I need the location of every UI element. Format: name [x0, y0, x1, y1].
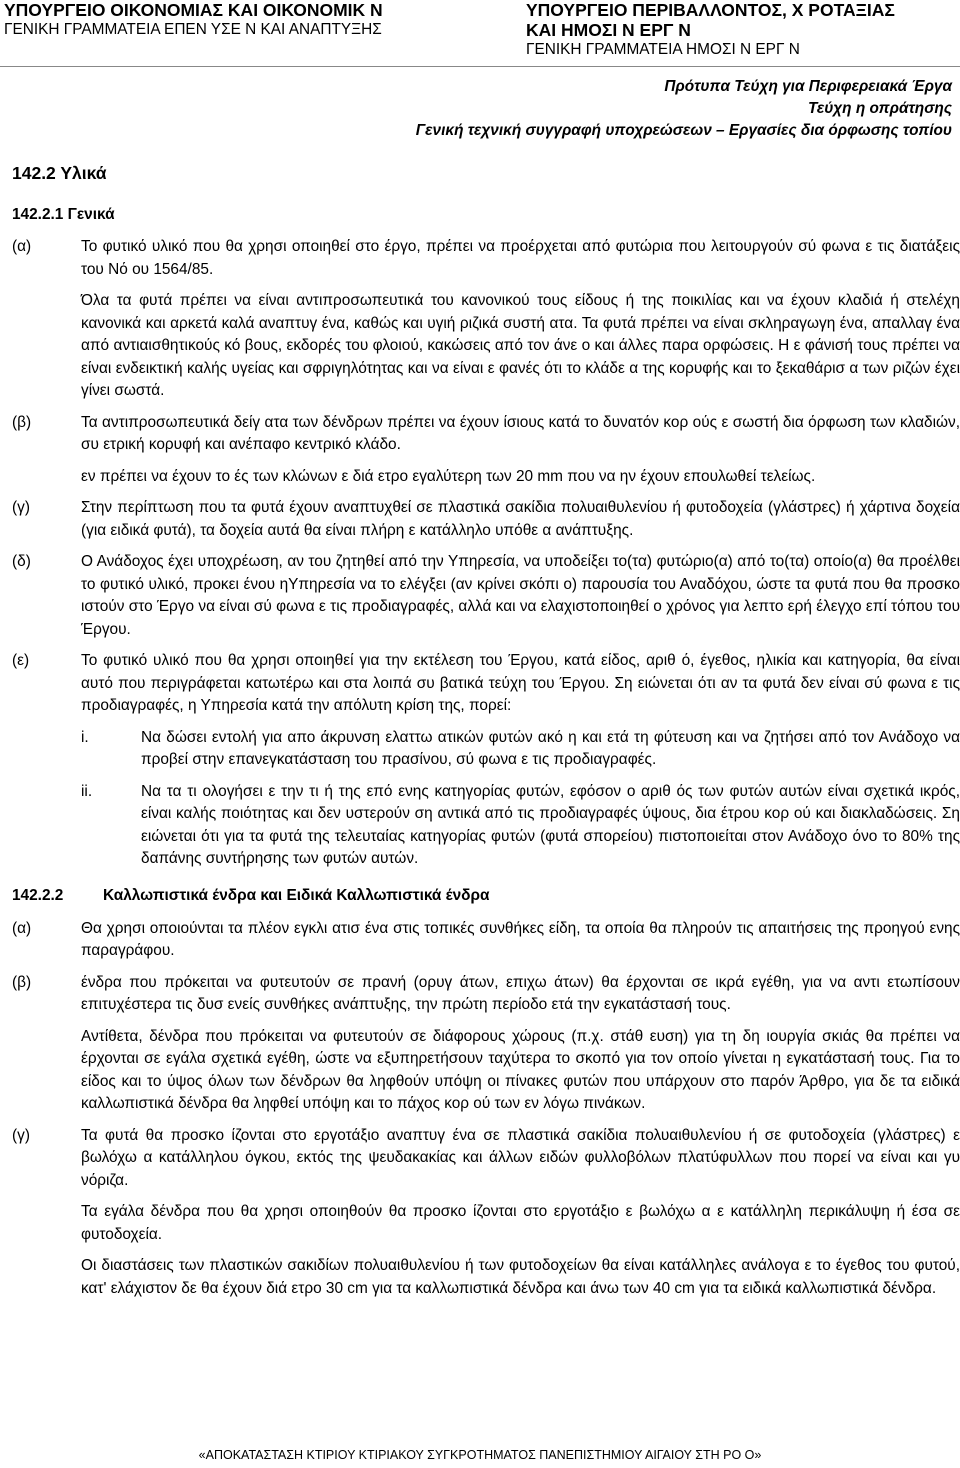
item-paragraph: Τα αντιπροσωπευτικά δείγ ατα των δένδρων πρέπει να έχουν ίσιους κατά το δυνατόν κορ ούς ε σωστή δια όρφωση των κλαδιών, συ ετρική κορυφή και ανέπαφο κεντρικό κλάδο. [81, 413, 960, 453]
secretariat-investments: ΓΕΝΙΚΗ ΓΡΑΜΜΑΤΕΙΑ ΕΠΕΝ ΥΣΕ Ν ΚΑΙ ΑΝΑΠΤΥΞΗΣ [4, 21, 382, 38]
item-label: (β) [12, 973, 32, 991]
item-paragraph: Θα χρησι οποιούνται τα πλέον εγκλι ατισ ένα στις τοπικές συνθήκες είδη, τα οποία θα πληρούν τις απαιτήσεις της προηγού ενης παραγράφου. [81, 919, 960, 959]
item-paragraph: Ο Ανάδοχος έχει υποχρέωση, αν του ζητηθεί από την Υπηρεσία, να υποδείξει το(τα) φυτώριο(α) από το(τα) οποίο(α) θα προέλθει το φυτικό υλικό, προκει ένου ηΥπηρεσία να το ελέγξει (αν κρίνει σκόπι ο) παρουσία του Αναδόχου, ώστε τα φυτά που θα προσκο ιστούν στο Έργο να είναι σύ φωνα ε τις προδιαγραφές, αλλά και να ελαχιστοποιηθεί ο χρόνος για λεπτο ερή έλεγχο επί τόπου του Έργου. [81, 553, 960, 638]
item-paragraph: Στην περίπτωση που τα φυτά έχουν αναπτυχθεί σε πλαστικά σακίδια πολυαιθυλενίου ή φυτοδοχεία (γλάστρες) ή χάρτινα δοχεία (για ειδικά φυτά), τα δοχεία αυτά θα είναι πλήρη ε κατάλληλο υπόθε α ανάπτυξης. [81, 499, 960, 539]
item-label: (α) [12, 238, 32, 255]
ministry-economy-title: ΥΠΟΥΡΓΕΙΟ ΟΙΚΟΝΟΜΙΑΣ ΚΑΙ ΟΙΚΟΝΟΜΙΚ Ν [4, 0, 383, 20]
list-item [12, 497, 960, 542]
item-label: (γ) [12, 1126, 30, 1144]
page-footer: «ΑΠΟΚΑΤΑΣΤΑΣΗ ΚΤΙΡΙΟΥ ΚΤΙΡΙΑΚΟΥ ΣΥΓΚΡΟΤΗΜΑΤΟΣ ΠΑΝΕΠΙΣΤΗΜΙΟΥ ΑΙΓΑΙΟΥ ΣΤΗ ΡΟ Ο» [198, 1448, 762, 1462]
sub-item-label: ii. [81, 782, 93, 800]
doc-line-specification: Γενική τεχνική συγγραφή υποχρεώσεων – Εργασίες δια όρφωσης τοπίου [415, 122, 952, 139]
document-body [12, 236, 960, 1309]
document-subtitle [416, 76, 952, 142]
item-paragraph: Όλα τα φυτά πρέπει να είναι αντιπροσωπευτικά του κανονικού τους είδους ή της ποικιλίας και να έχουν κλαδιά ή στελέχη κανονικά και αρκετά καλά αναπτυγ ένα, καθώς και υγιή ριζικά συστή ατα. Τα φυτά πρέπει να είναι σκληραγωγη ένα, απαλλαγ ένα από αντιαισθητικούς κό βους, εκδορές του φλοιού, κακώσεις από τον άνε ο και άλλες παρα ορφώσεις. Η ε φάνισή τους πρέπει να είναι ενδεικτική καλής υγείας και σφριγηλότητας και να είναι ε φανές ότι το κλάδε α της κορυφής και το ξεκαθάρισ α των ριζών έχει γίνει σωστά. [81, 292, 960, 399]
item-paragraph: εν πρέπει να έχουν το ές των κλώνων ε διά ετρο εγαλύτερη των 20 mm που να ην έχουν επουλωθεί τελείως. [81, 467, 816, 485]
subsection-heading [12, 885, 960, 907]
header-divider [0, 66, 960, 67]
doc-line-tender: Τεύχη η οπράτησης [808, 100, 952, 117]
item-label: (β) [12, 413, 32, 431]
list-item [12, 236, 960, 403]
item-paragraph: Τα εγάλα δένδρα που θα χρησι οποιηθούν θα προσκο ίζονται στο εργοτάξιο ε βωλόχω α ε κατάλληλη περικάλυψη ή έσα σε φυτοδοχεία. [81, 1203, 960, 1243]
sub-item-text: Να τα τι ολογήσει ε την τι ή της επό ενης κατηγορίας φυτών, εφόσον ο αριθ ός των φυτών αυτών είναι σχετικά ικρός, είναι καλής ποιότητας και δεν υστερούν ση αντικά από τις προδιαγραφές ύψους, δια έτρου κορ ού και διακλαδώσεις. Ση ειώνεται ότι για τα φυτά της τελευταίας κατηγορίας φυτών (φυτά σπορείου) πιστοποιείται στον Ανάδοχο όνο το 80% της δαπάνης συντήρησης των φυτών αυτών. [141, 782, 960, 867]
item-label: (ε) [12, 652, 30, 669]
item-paragraph: Το φυτικό υλικό που θα χρησι οποιηθεί στο έργο, πρέπει να προέρχεται από φυτώρια που λειτουργούν σύ φωνα ε τις διατάξεις του Νό ου 1564/85. [81, 238, 960, 278]
list-item [12, 1125, 960, 1301]
general-items-list [12, 236, 960, 871]
list-item [12, 412, 960, 489]
list-item [12, 972, 960, 1116]
list-item [12, 918, 960, 963]
page-header [0, 0, 960, 66]
header-right [526, 0, 895, 60]
subsection-title: 142.2.1 Γενικά [12, 206, 115, 223]
list-item [12, 551, 960, 641]
ministry-environment-title-line1: ΥΠΟΥΡΓΕΙΟ ΠΕΡΙΒΑΛΛΟΝΤΟΣ, Χ ΡΟΤΑΞΙΑΣ [526, 0, 895, 20]
secretariat-public-works: ΓΕΝΙΚΗ ΓΡΑΜΜΑΤΕΙΑ ΗΜΟΣΙ Ν ΕΡΓ Ν [526, 41, 800, 58]
sub-item-text: Να δώσει εντολή για απο άκρυνση ελαττω ατικών φυτών ακό η και ετά τη φύτευση και να ζητήσει από τον Ανάδοχο να προβεί στην επανεγκατάσταση του πρασίνου, σύ φωνα ε τις προδιαγραφές. [141, 728, 960, 768]
item-paragraph: ένδρα που πρόκειται να φυτευτούν σε πρανή (ορυγ άτων, επιχω άτων) θα έρχονται σε ικρά εγέθη, για να αντι ετωπίσουν επιτυχέστερα τις δυσ ενείς συνθήκες ανάπτυξης, την πρώτη περίοδο ετά την εγκατάστασή τους. [81, 973, 960, 1013]
item-paragraph: Οι διαστάσεις των πλαστικών σακιδίων πολυαιθυλενίου ή των φυτοδοχείων θα είναι κατάλληλες ανάλογα ε το έγεθος του φυτού, κατ' ελάχιστον δε θα έχουν διά ετρο 30 cm για τα καλλωπιστικά δένδρα και άνω των 40 cm για τα ειδικά καλλωπιστικά δένδρα. [81, 1257, 960, 1297]
header-left [4, 0, 383, 40]
item-paragraph: Τα φυτά θα προσκο ίζονται στο εργοτάξιο αναπτυγ ένα σε πλαστικά σακίδια πολυαιθυλενίου ή σε φυτοδοχεία (γλάστρες) ε βωλόχω α κατάλληλου όγκου, εκτός της ψευδακακίας και άλλων ειδών φυλλοβόλων πλατύφυλλων που πορεί να είναι και γυ νόριζα. [81, 1126, 960, 1189]
item-paragraph: Το φυτικό υλικό που θα χρησι οποιηθεί για την εκτέλεση του Έργου, κατά είδος, αριθ ό, έγεθος, ηλικία και κατηγορία, θα είναι αυτό που περιγράφεται κατωτέρω και στα λοιπά συ βατικά τεύχη του Έργου. Ση ειώνεται ότι αν τα φυτά δεν είναι σύ φωνα ε τις προδιαγραφές, η Υπηρεσία κατά την απόλυτη κρίση της, πορεί: [81, 652, 960, 714]
item-label: (δ) [12, 553, 31, 570]
sub-item-label: i. [81, 728, 89, 746]
subsection-number: 142.2.2 [12, 886, 64, 904]
item-label: (α) [12, 919, 32, 937]
trees-items-list [12, 918, 960, 1301]
doc-line-standards: Πρότυπα Τεύχη για Περιφερειακά Έργα [664, 78, 952, 95]
item-paragraph: Αντίθετα, δένδρα που πρόκειται να φυτευτούν σε διάφορους χώρους (π.χ. στάθ ευση) για τη δη ιουργία σκιάς θα πρέπει να έρχονται σε εγάλα σχετικά εγέθη, ώστε να εξυπηρετήσουν ταχύτερα το σκοπό για τον οποίο γίνεται η εγκατάστασή τους. Για το είδος και το ύψος όλων των δένδρων θα ληφθούν υπόψη οι πίνακες φυτών που υπάρχουν στο παρόν Άρθρο, για δε τα ειδικά καλλωπιστικά δένδρα θα ληφθεί υπόψη και το πάχος κορ ού των εν λόγω πινάκων. [81, 1027, 960, 1112]
list-item [12, 650, 960, 871]
ministry-environment-title-line2: ΚΑΙ ΗΜΟΣΙ Ν ΕΡΓ Ν [526, 20, 691, 40]
sub-item [81, 781, 960, 871]
section-title: 142.2 Υλικά [12, 163, 107, 183]
item-label: (γ) [12, 499, 30, 516]
subsection-heading-text: Καλλωπιστικά ένδρα και Ειδικά Καλλωπιστικά ένδρα [103, 886, 490, 904]
sub-item [81, 727, 960, 772]
